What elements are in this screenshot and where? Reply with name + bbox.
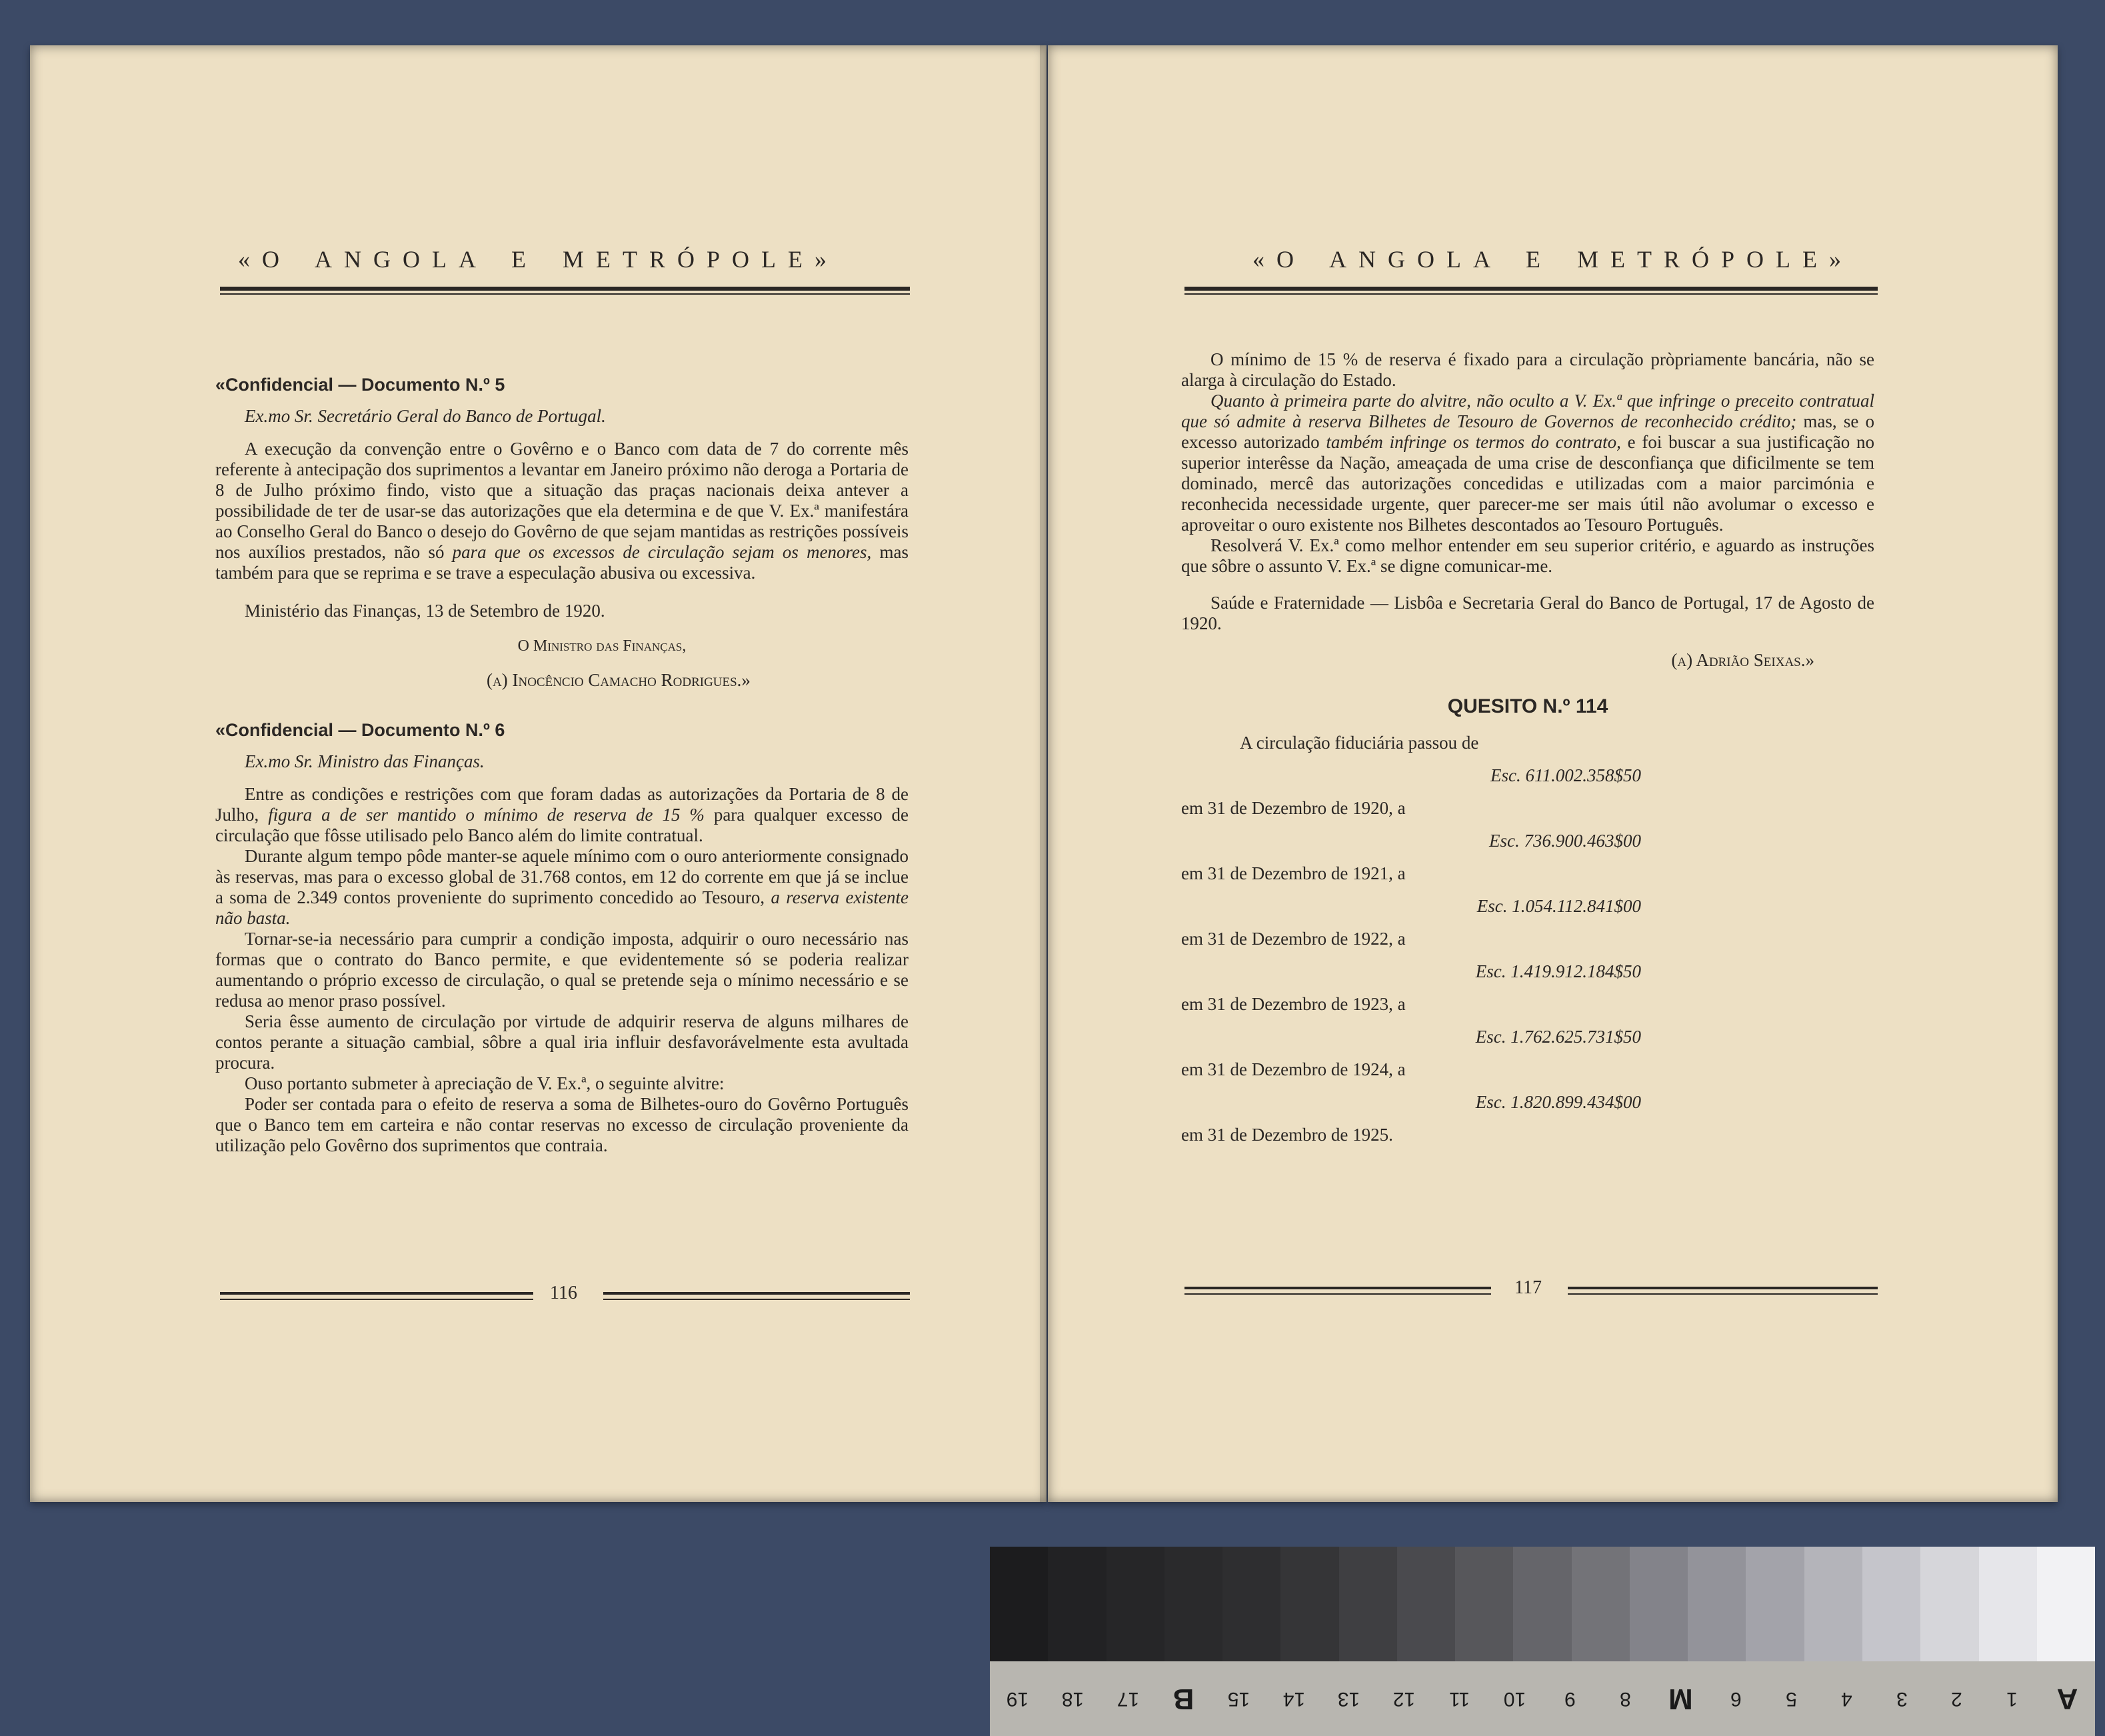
doc5-signer: (a) Inocêncio Camacho Rodrigues.» bbox=[487, 670, 751, 690]
footer-rule-left bbox=[1184, 1287, 1491, 1289]
footer-rule-right-thin bbox=[1568, 1293, 1878, 1295]
doc6-p4: Seria êsse aumento de circulação por virtude de adquirir reserva de alguns milhares de contos perante a situação cambial, sôbre a qual iria influir desfavorávelmente esta avultada procura. bbox=[215, 1011, 909, 1073]
gray-patch bbox=[1979, 1547, 2037, 1661]
scale-label: 17 bbox=[1116, 1688, 1139, 1710]
gray-patch bbox=[1746, 1547, 1804, 1661]
scale-label: 3 bbox=[1896, 1688, 1908, 1710]
color-calibration-target bbox=[990, 1547, 2095, 1736]
circulation-amount: Esc. 1.820.899.434$00 bbox=[1475, 1092, 1641, 1112]
circulation-date: em 31 de Dezembro de 1925. bbox=[1181, 1125, 1393, 1145]
gray-patch bbox=[1804, 1547, 1862, 1661]
footer-rule-left-thin bbox=[220, 1299, 533, 1300]
calibration-scale bbox=[990, 1661, 2095, 1736]
gray-patches bbox=[990, 1547, 2095, 1661]
page-number: 117 bbox=[1514, 1277, 1542, 1298]
doc6-p5: Ouso portanto submeter à apreciação de V. Ex.ª, o seguinte alvitre: bbox=[245, 1073, 725, 1093]
footer-rule-right-thin bbox=[603, 1299, 910, 1300]
footer-rule-right bbox=[603, 1292, 910, 1295]
gray-patch bbox=[1455, 1547, 1513, 1661]
circulation-amount: Esc. 1.419.912.184$50 bbox=[1475, 961, 1641, 981]
circulation-amount: Esc. 611.002.358$50 bbox=[1490, 765, 1641, 785]
scale-label: 18 bbox=[1061, 1688, 1084, 1710]
gray-patch bbox=[990, 1547, 1048, 1661]
scale-label: 14 bbox=[1282, 1688, 1305, 1710]
footer-rule-left-thin bbox=[1184, 1293, 1491, 1295]
scale-label: M bbox=[1668, 1683, 1693, 1715]
gray-patch bbox=[1222, 1547, 1280, 1661]
scale-label: 2 bbox=[1951, 1688, 1963, 1710]
left-page bbox=[30, 45, 1047, 1502]
scale-label: 5 bbox=[1785, 1688, 1797, 1710]
scale-label: 1 bbox=[2006, 1688, 2018, 1710]
doc6-p6: Poder ser contada para o efeito de reserva a soma de Bilhetes-ouro do Govêrno Português que o Banco tem em carteira e não contar reservas no excesso de circulação proveniente da utilização pelo Govêrno dos suprimentos que contraia. bbox=[215, 1094, 909, 1155]
scale-label: 12 bbox=[1393, 1688, 1416, 1710]
header-rule bbox=[220, 287, 910, 291]
running-header: «O ANGOLA E METRÓPOLE» bbox=[238, 246, 839, 273]
gray-patch bbox=[1339, 1547, 1397, 1661]
scale-label: 15 bbox=[1227, 1688, 1250, 1710]
footer-rule-left bbox=[220, 1292, 533, 1295]
running-header: «O ANGOLA E METRÓPOLE» bbox=[1252, 246, 1853, 273]
scale-label: 13 bbox=[1338, 1688, 1360, 1710]
right-page bbox=[1048, 45, 2058, 1502]
gray-patch bbox=[1106, 1547, 1164, 1661]
right-body bbox=[1181, 349, 1874, 1157]
gray-patch bbox=[2037, 1547, 2095, 1661]
right-p1: O mínimo de 15 % de reserva é fixado para a circulação pròpriamente bancária, não se alarga à circulação do Estado. bbox=[1181, 349, 1874, 390]
gray-patch bbox=[1397, 1547, 1455, 1661]
scale-label: 6 bbox=[1730, 1688, 1742, 1710]
page-number: 116 bbox=[550, 1283, 577, 1303]
doc6-p3: Tornar-se-ia necessário para cumprir a condição imposta, adquirir o ouro necessário nas formas que o contrato do Banco permite, e que evidentemente só se poderia realizar aumentando o próprio excesso de circulação, o qual se pretende seja o mínimo necessário e se redusa ao menor praso possível. bbox=[215, 929, 909, 1011]
circulation-date: em 31 de Dezembro de 1924, a bbox=[1181, 1059, 1406, 1079]
doc5-signer-title: O Ministro das Finanças, bbox=[517, 637, 687, 655]
doc5-body: A execução da convenção entre o Govêrno e o Banco com data de 7 do corrente mês referente à antecipação dos suprimentos a levantar em Janeiro próximo não deroga a Portaria de 8 de Julho próximo findo, visto que a situação das praças nacionais deixa antever a possibilidade de ter de usar-se das autorizações que ela determina e de que V. Ex.ª manifestára ao Conselho Geral do Banco o desejo do Govêrno de que sejam mantidas as restrições possíveis nos auxílios prestados, não só para que os excessos de circulação sejam os menores, mas também para que se reprima e se trave a especulação abusiva ou excessiva. bbox=[215, 439, 909, 583]
scale-label: A bbox=[2056, 1683, 2078, 1715]
scale-label: 19 bbox=[1006, 1688, 1029, 1710]
gray-patch bbox=[1048, 1547, 1106, 1661]
circulation-amount: Esc. 1.762.625.731$50 bbox=[1475, 1027, 1641, 1047]
right-p2: Quanto à primeira parte do alvitre, não oculto a V. Ex.ª que infringe o preceito contratual que só admite à reserva Bilhetes de Tesouro de Governos de reconhecido crédito; mas, se o excesso autorizado também infringe os termos do contrato, e foi buscar a sua justificação no superior interêsse da Nação, ameaçada de uma crise de desconfiança que dificilmente se tem dominado, mercê das autorizações concedidas e utilizadas com a maior parcimónia e reconhecida necessidade urgente, quer parecer-me ser mais útil não avolumar o excesso e aproveitar o ouro existente nos Bilhetes descontados ao Tesouro Português. bbox=[1181, 391, 1875, 535]
doc6-salutation: Ex.mo Sr. Ministro das Finanças. bbox=[245, 751, 485, 771]
scale-label: 10 bbox=[1503, 1688, 1526, 1710]
right-p3: Resolverá V. Ex.ª como melhor entender em seu superior critério, e aguardo as instruções que sôbre o assunto V. Ex.ª se digne comunicar-me. bbox=[1181, 535, 1874, 576]
circulation-date: em 31 de Dezembro de 1920, a bbox=[1181, 798, 1406, 818]
quesito-intro: A circulação fiduciária passou de bbox=[1240, 733, 1479, 753]
left-body bbox=[215, 375, 909, 1156]
header-rule bbox=[1184, 287, 1878, 291]
footer-rule-right bbox=[1568, 1287, 1878, 1289]
gray-patch bbox=[1688, 1547, 1746, 1661]
circulation-amount: Esc. 736.900.463$00 bbox=[1489, 831, 1641, 851]
circulation-date: em 31 de Dezembro de 1921, a bbox=[1181, 863, 1406, 883]
doc5-date: Ministério das Finanças, 13 de Setembro de 1920. bbox=[245, 601, 605, 621]
doc5-heading: «Confidencial — Documento N.º 5 bbox=[215, 375, 505, 395]
scale-label: 4 bbox=[1840, 1688, 1852, 1710]
scale-label: 8 bbox=[1620, 1688, 1631, 1710]
scale-label: 11 bbox=[1449, 1688, 1470, 1710]
doc6-p1: Entre as condições e restrições com que foram dadas as autorizações da Portaria de 8 de Julho, figura a de ser mantido o mínimo de reserva de 15 % para qualquer excesso de circulação que fôsse utilisado pelo Banco além do limite contratual. bbox=[215, 784, 909, 845]
doc6-heading: «Confidencial — Documento N.º 6 bbox=[215, 720, 505, 740]
gray-patch bbox=[1572, 1547, 1630, 1661]
quesito-heading: QUESITO N.º 114 bbox=[1447, 695, 1608, 717]
right-p4: Saúde e Fraternidade — Lisbôa e Secretaria Geral do Banco de Portugal, 17 de Agosto de 1920. bbox=[1181, 593, 1874, 633]
right-signer: (a) Adrião Seixas.» bbox=[1671, 650, 1814, 670]
gray-patch bbox=[1862, 1547, 1920, 1661]
gray-patch bbox=[1280, 1547, 1338, 1661]
circulation-date: em 31 de Dezembro de 1922, a bbox=[1181, 929, 1406, 949]
gray-patch bbox=[1513, 1547, 1571, 1661]
gray-patch bbox=[1164, 1547, 1222, 1661]
circulation-date: em 31 de Dezembro de 1923, a bbox=[1181, 994, 1406, 1014]
gray-patch bbox=[1630, 1547, 1688, 1661]
gray-patch bbox=[1920, 1547, 1978, 1661]
scale-label: 9 bbox=[1564, 1688, 1576, 1710]
header-rule-thin bbox=[220, 293, 910, 295]
circulation-amount: Esc. 1.054.112.841$00 bbox=[1476, 896, 1641, 916]
doc5-salutation: Ex.mo Sr. Secretário Geral do Banco de Portugal. bbox=[245, 406, 606, 426]
header-rule-thin bbox=[1184, 293, 1878, 295]
doc6-p2: Durante algum tempo pôde manter-se aquele mínimo com o ouro anteriormente consignado às reservas, mas para o excesso global de 31.768 contos, em 12 do corrente em que já se inclue a soma de 2.349 contos proveniente do suprimento concedido ao Tesouro, a reserva existente não basta. bbox=[215, 846, 909, 928]
scale-label: B bbox=[1172, 1683, 1194, 1715]
